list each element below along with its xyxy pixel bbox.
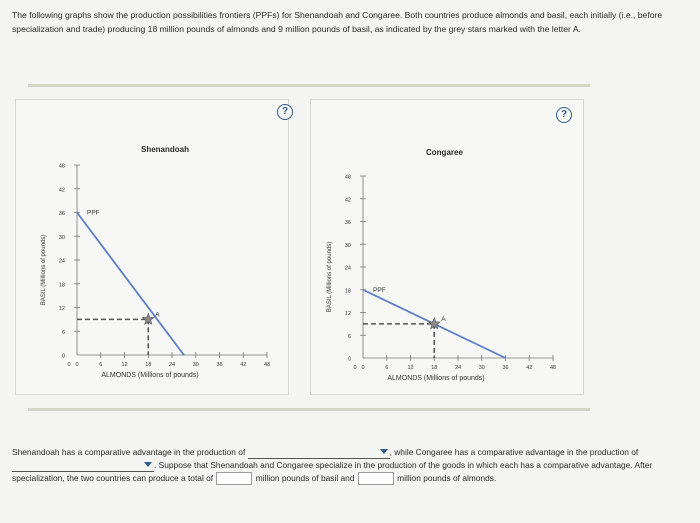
origin-label: 0 — [353, 365, 357, 371]
x-axis-label: ALMONDS (Millions of pounds) — [101, 372, 199, 379]
shenandoah-title: Shenandoah — [141, 145, 190, 154]
y-tick-label: 48 — [344, 174, 351, 181]
x-tick-label: 48 — [263, 362, 271, 368]
question-part-3: . Suppose that Shenandoah and Congaree specialize in the production of the goods in which each has a comparative advantage. After specialization, the two countries can produce a total of — [12, 460, 653, 483]
x-tick-label: 42 — [240, 362, 247, 368]
x-tick-label: 36 — [216, 362, 223, 368]
ppf-line — [77, 213, 184, 356]
y-axis-label: BASIL (Millions of pounds) — [41, 234, 47, 306]
total-almonds-input[interactable] — [358, 472, 394, 485]
help-button-shenandoah[interactable]: ? — [277, 104, 293, 120]
x-tick-label: 30 — [478, 365, 485, 371]
y-tick-label: 6 — [61, 329, 65, 336]
y-tick-label: 6 — [347, 333, 351, 340]
y-tick-label: 30 — [344, 242, 351, 249]
y-tick-label: 12 — [58, 306, 65, 312]
x-tick-label: 6 — [385, 365, 389, 371]
total-basil-input[interactable] — [216, 472, 252, 485]
top-divider — [28, 84, 590, 87]
y-tick-label: 42 — [344, 197, 351, 204]
x-tick-label: 24 — [168, 362, 176, 368]
help-button-congaree[interactable]: ? — [556, 107, 572, 123]
point-a-label: A — [155, 311, 160, 319]
y-tick-label: 0 — [61, 353, 65, 360]
shenandoah-advantage-dropdown[interactable] — [248, 447, 390, 459]
y-tick-label: 30 — [58, 234, 65, 241]
y-tick-label: 18 — [58, 282, 65, 289]
y-tick-label: 42 — [58, 187, 65, 194]
x-tick-label: 18 — [431, 365, 438, 371]
congaree-title: Congaree — [426, 148, 463, 157]
ppf-label: PPF — [87, 209, 100, 217]
x-axis-label: ALMONDS (Millions of pounds) — [387, 375, 485, 382]
x-tick-label: 30 — [192, 362, 199, 368]
chevron-down-icon — [144, 462, 152, 467]
question-part-4: million pounds of basil and — [255, 473, 355, 483]
point-a-label: A — [441, 315, 446, 323]
congaree-panel — [310, 99, 584, 395]
x-tick-label: 0 — [361, 365, 365, 371]
y-tick-label: 12 — [344, 311, 351, 317]
y-tick-label: 0 — [347, 356, 351, 363]
question-part-2: , while Congaree has a comparative advantage in the production of — [389, 447, 639, 457]
intro-text: The following graphs show the production possibilities frontiers (PPFs) for Shenandoah and Congaree. Both countries produce almonds and basil, each initially (i.e., before specialization and trade) producing 18 million pounds of almonds and 9 million pounds of basil, as indicated by the grey stars marked with the letter A. — [12, 10, 663, 34]
y-axis-label: BASIL (Millions of pounds) — [327, 241, 333, 313]
question-text — [12, 446, 684, 485]
origin-label: 0 — [67, 362, 71, 368]
question-part-1: Shenandoah has a comparative advantage in the production of — [12, 447, 246, 457]
congaree-advantage-dropdown[interactable] — [12, 460, 154, 472]
y-tick-label: 18 — [344, 288, 351, 295]
y-tick-label: 36 — [58, 211, 65, 217]
question-part-5: million pounds of almonds. — [397, 473, 497, 483]
x-tick-label: 42 — [526, 365, 533, 371]
ppf-label: PPF — [373, 286, 386, 294]
y-tick-label: 24 — [58, 258, 65, 265]
x-tick-label: 12 — [407, 365, 414, 371]
y-tick-label: 36 — [344, 220, 351, 226]
x-tick-label: 18 — [145, 362, 152, 368]
shenandoah-panel — [15, 99, 289, 395]
chevron-down-icon — [380, 449, 388, 454]
x-tick-label: 36 — [502, 365, 509, 371]
x-tick-label: 48 — [549, 365, 557, 371]
x-tick-label: 0 — [75, 362, 79, 368]
x-tick-label: 12 — [121, 362, 128, 368]
x-tick-label: 24 — [454, 365, 462, 371]
x-tick-label: 6 — [99, 362, 103, 368]
y-tick-label: 48 — [58, 163, 65, 170]
bottom-divider — [28, 408, 590, 411]
congaree-graph — [311, 100, 583, 394]
y-tick-label: 24 — [344, 265, 351, 272]
